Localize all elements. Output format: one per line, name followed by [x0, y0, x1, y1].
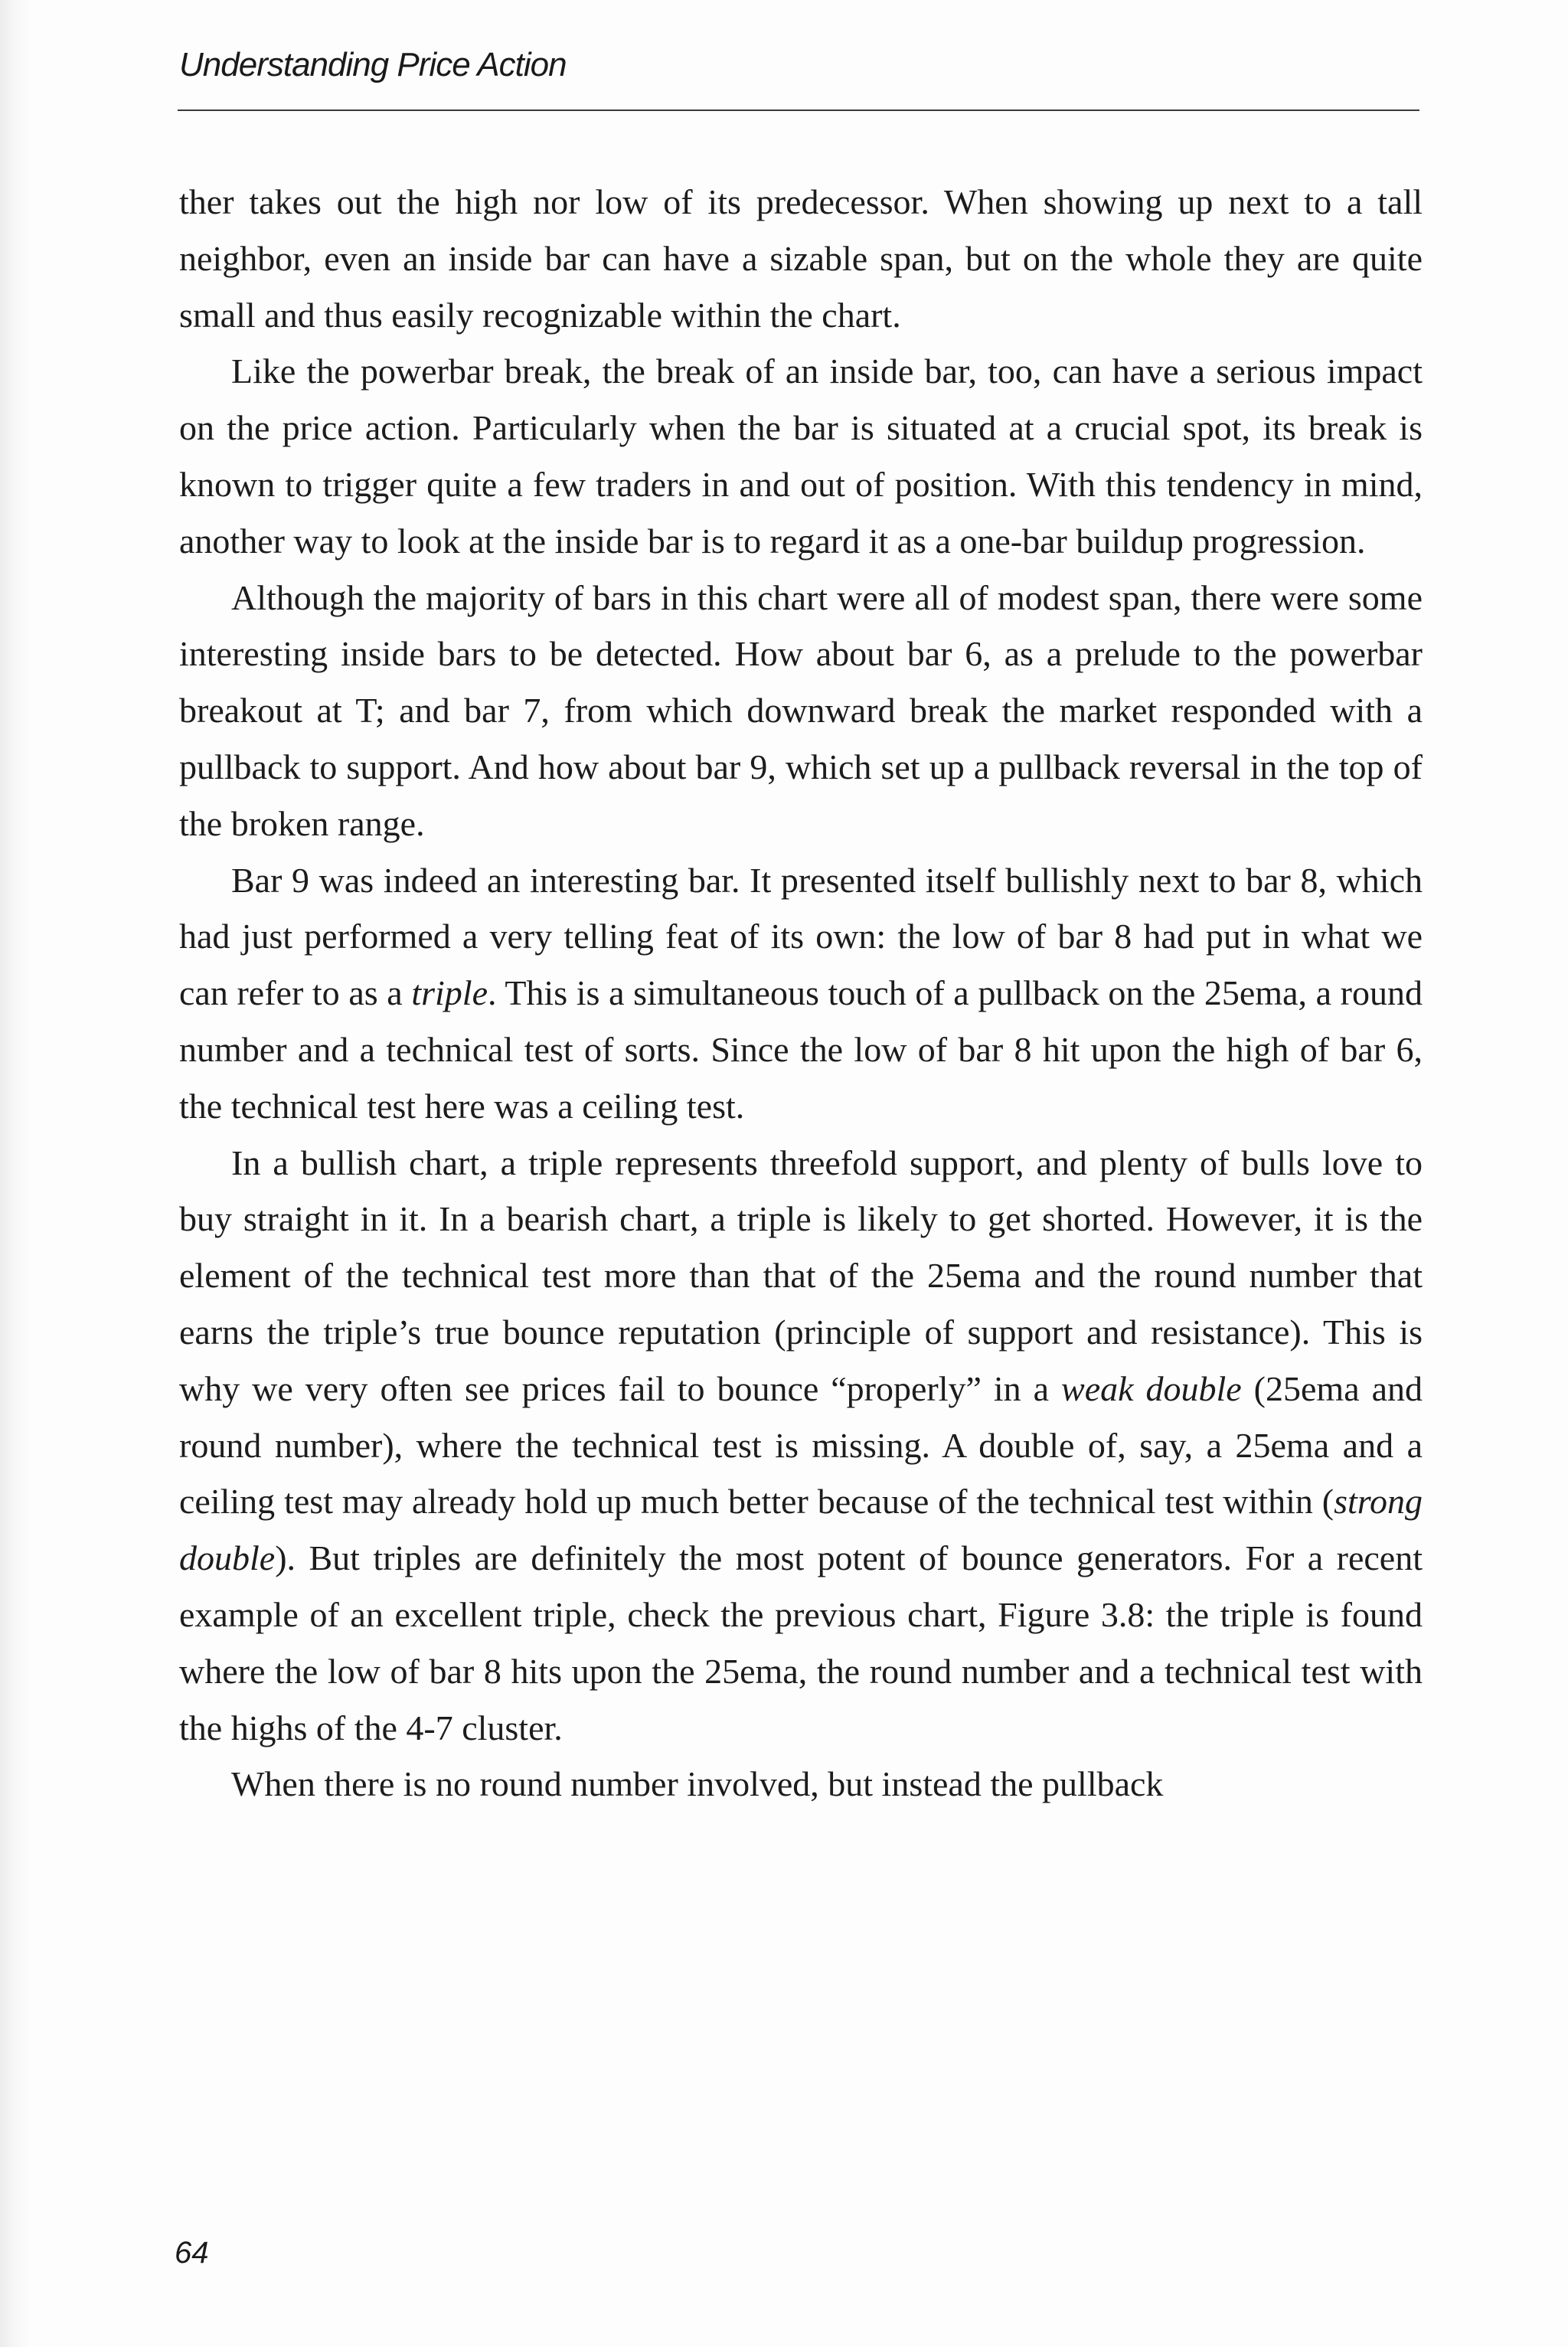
paragraph-1 [179, 174, 1423, 343]
header-rule [178, 110, 1419, 111]
page-number: 64 [175, 2236, 209, 2270]
paragraph-text: (25ema and round number), where the technical test is missing. A double of, say, a 25ema and a ceiling test may already hold up much better because of the technical test within ( [179, 1368, 1423, 1522]
paragraph-text: ). But triples are definitely the most potent of bounce generators. For a recent example of an excellent triple, check the previous chart, Figure 3.8: the triple is found where the low of bar 8 hits upon the 25ema, the round number and a technical test with the highs of the 4-7 cluster. [179, 1538, 1423, 1747]
paragraph-text: In a bullish chart, a triple represents threefold support, and plenty of bulls love to buy straight in it. In a bearish chart, a triple is likely to get shorted. However, it is the element of the technical test more than that of the 25ema and the round number that earns the triple’s true bounce reputation (principle of support and resistance). This is why we very often see prices fail to bounce “properly” in a [179, 1142, 1423, 1408]
emphasis-term: strong double [179, 1482, 1423, 1578]
paragraph-5 [179, 1135, 1423, 1757]
emphasis-term: triple [411, 973, 488, 1013]
page-gutter-shadow [0, 0, 31, 2347]
paragraph-text: When there is no round number involved, but instead the pullback [231, 1764, 1164, 1804]
emphasis-term: weak double [1061, 1368, 1242, 1408]
paragraph-2 [179, 343, 1423, 569]
running-header: Understanding Price Action [179, 46, 567, 83]
paragraph-text: ther takes out the high nor low of its predecessor. When showing up next to a tall neighbor, even an inside bar can have a sizable span, but on the whole they are quite small and thus easily recognizable within the chart. [179, 182, 1423, 335]
paragraph-4 [179, 852, 1423, 1135]
paragraph-3 [179, 570, 1423, 852]
paragraph-text: Bar 9 was indeed an interesting bar. It presented itself bullishly next to bar 8, which had just performed a very telling feat of its own: the low of bar 8 had put in what we can refer to as a [179, 860, 1423, 1013]
body-text [179, 174, 1423, 1813]
paragraph-6 [179, 1756, 1423, 1813]
paragraph-text: Although the majority of bars in this chart were all of modest span, there were some interesting inside bars to be detected. How about bar 6, as a prelude to the powerbar breakout at T; and bar 7, from which downward break the market responded with a pullback to support. And how about bar 9, which set up a pullback reversal in the top of the broken range. [179, 577, 1423, 843]
paragraph-text: Like the powerbar break, the break of an inside bar, too, can have a serious impact on the price action. Particularly when the bar is situated at a crucial spot, its break is known to trigger quite a few traders in and out of position. With this tendency in mind, another way to look at the inside bar is to regard it as a one-bar buildup progression. [179, 351, 1423, 561]
paragraph-text: . This is a simultaneous touch of a pullback on the 25ema, a round number and a technical test of sorts. Since the low of bar 8 hit upon the high of bar 6, the technical test here was a ceiling test. [179, 973, 1423, 1126]
